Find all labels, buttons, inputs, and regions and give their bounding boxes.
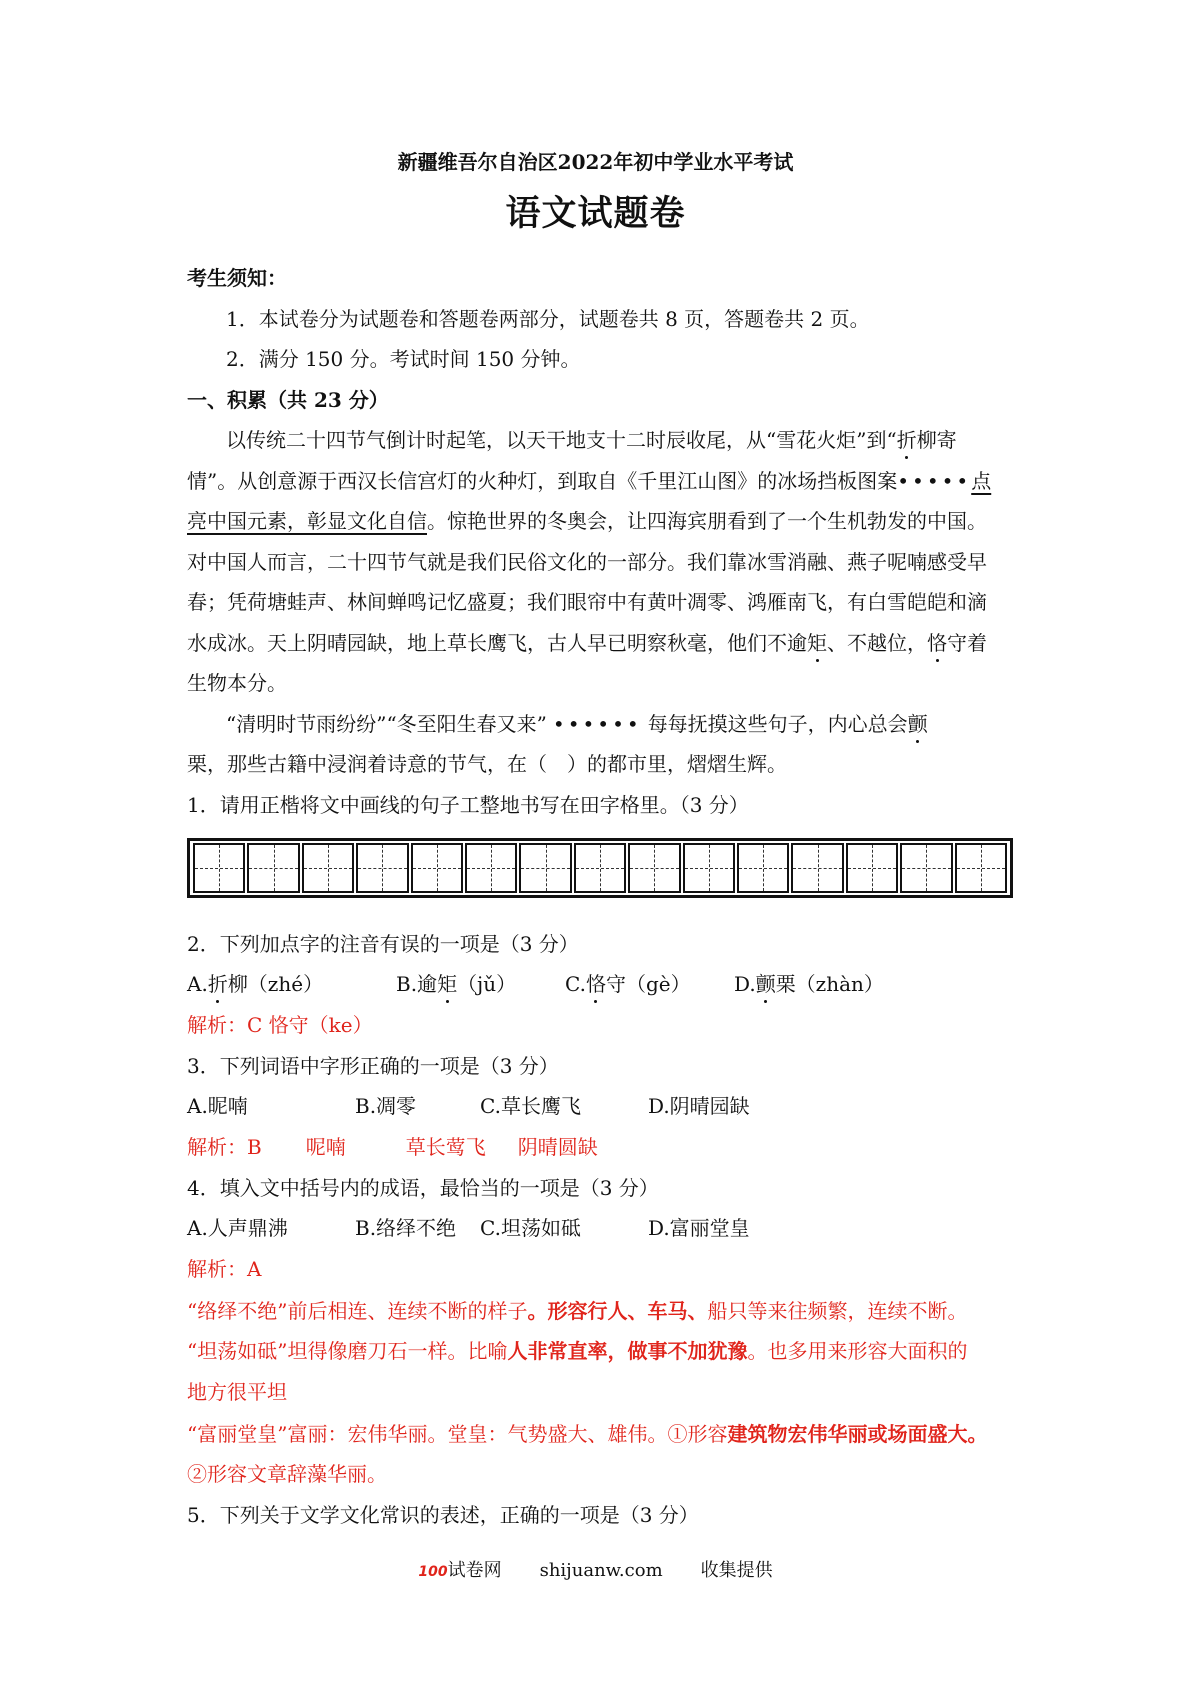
option-b: B.凋零 bbox=[355, 1094, 417, 1118]
option-a: A.人声鼎沸 bbox=[187, 1216, 288, 1240]
option-d: D.阴晴园缺 bbox=[648, 1094, 750, 1118]
grid-cell bbox=[846, 843, 898, 893]
answer-word: 呢喃 bbox=[305, 1135, 346, 1159]
option-c bbox=[565, 968, 691, 997]
explanation-line: ②形容文章辞藻华丽。 bbox=[187, 1462, 387, 1486]
underlined-text: 亮中国元素，彰显文化自信 bbox=[187, 509, 427, 533]
option-c: C.坦荡如砥 bbox=[480, 1216, 581, 1240]
grid-cell bbox=[193, 843, 245, 893]
answer-label: 解析：B bbox=[187, 1135, 262, 1159]
dotted-char: 矩 bbox=[807, 631, 827, 655]
notice-item-2: 2．满分 150 分。考试时间 150 分钟。 bbox=[226, 347, 581, 371]
option-label: C. bbox=[565, 972, 586, 996]
answer-2: 解析：C 恪守（ke） bbox=[187, 1013, 373, 1037]
option-b bbox=[396, 968, 516, 997]
dotted-char: 恪 bbox=[585, 972, 606, 996]
passage-line: 对中国人而言，二十四节气就是我们民俗文化的一部分。我们靠冰雪消融、燕子呢喃感受早 bbox=[187, 550, 987, 574]
notice-heading: 考生须知： bbox=[187, 266, 287, 290]
answer-word: 阴晴圆缺 bbox=[517, 1135, 598, 1159]
passage-line bbox=[187, 465, 991, 494]
grid-cell bbox=[955, 843, 1007, 893]
passage-text: 。惊艳世界的冬奥会，让四海宾朋看到了一个生机勃发的中国。 bbox=[427, 509, 987, 533]
grid-cell bbox=[519, 843, 571, 893]
dotted-char: 颤 bbox=[755, 972, 776, 996]
exam-title: 新疆维吾尔自治区2022年初中学业水平考试 bbox=[397, 150, 794, 174]
grid-cell bbox=[628, 843, 680, 893]
passage-text: 水成冰。天上阴晴园缺，地上草长鹰飞，古人早已明察秋毫，他们不逾 bbox=[187, 631, 807, 655]
explanation-line: 地方很平坦 bbox=[187, 1380, 287, 1404]
tianzige-grid bbox=[187, 838, 1013, 898]
grid-cell bbox=[247, 843, 299, 893]
passage-line bbox=[187, 505, 987, 534]
footer bbox=[0, 1556, 1191, 1582]
dotted-char: 恪 bbox=[927, 631, 947, 655]
answer-4: 解析：A bbox=[187, 1257, 262, 1281]
grid-cell bbox=[900, 843, 952, 893]
option-text: 守（gè） bbox=[605, 972, 691, 996]
option-label: D. bbox=[734, 972, 756, 996]
question-5: 5．下列关于文学文化常识的表述，正确的一项是（3 分） bbox=[187, 1503, 699, 1527]
option-text: 柳（zhé） bbox=[227, 972, 324, 996]
grid-cell bbox=[683, 843, 735, 893]
explanation-line bbox=[187, 1418, 987, 1447]
grid-cell bbox=[411, 843, 463, 893]
dotted-char: 颤 bbox=[907, 712, 928, 736]
explanation-text: “络绎不绝”前后相连、连续不断的样子 bbox=[187, 1299, 528, 1323]
passage-line: 栗，那些古籍中浸润着诗意的节气，在（ ）的都市里，熠熠生辉。 bbox=[187, 752, 787, 776]
dotted-char: 折 bbox=[896, 428, 917, 452]
ellipsis-dots: •••••• bbox=[552, 712, 642, 736]
passage-text: 柳寄 bbox=[916, 428, 957, 452]
grid-cell bbox=[574, 843, 626, 893]
explanation-text: 。也多用来形容大面积的 bbox=[747, 1339, 968, 1363]
explanation-line bbox=[187, 1335, 967, 1364]
passage-text: 守着 bbox=[947, 631, 987, 655]
question-4: 4．填入文中括号内的成语，最恰当的一项是（3 分） bbox=[187, 1176, 659, 1200]
passage-line bbox=[187, 627, 987, 656]
passage-line bbox=[226, 424, 957, 453]
question-3: 3．下列词语中字形正确的一项是（3 分） bbox=[187, 1054, 559, 1078]
option-a bbox=[187, 968, 323, 997]
option-b: B.络绎不绝 bbox=[355, 1216, 457, 1240]
passage-line bbox=[226, 708, 928, 737]
notice-item-1: 1．本试卷分为试题卷和答题卷两部分，试题卷共 8 页，答题卷共 2 页。 bbox=[226, 307, 870, 331]
explanation-text: “富丽堂皇”富丽：宏伟华丽。堂皇：气势盛大、雄伟。①形容 bbox=[187, 1422, 728, 1446]
footer-site: shijuanw.com bbox=[539, 1560, 663, 1581]
passage-text: 、不越位， bbox=[827, 631, 927, 655]
passage-text: 每每抚摸这些句子，内心总会 bbox=[647, 712, 908, 736]
option-a: A.昵喃 bbox=[187, 1094, 248, 1118]
option-d: D.富丽堂皇 bbox=[648, 1216, 750, 1240]
question-2: 2．下列加点字的注音有误的一项是（3 分） bbox=[187, 932, 579, 956]
passage-text: “清明时节雨纷纷”“冬至阳生春又来” bbox=[226, 712, 547, 736]
option-label: B.逾 bbox=[396, 972, 438, 996]
question-1: 1．请用正楷将文中画线的句子工整地书写在田字格里。（3 分） bbox=[187, 793, 749, 817]
passage-line: 春；凭荷塘蛙声、林间蝉鸣记忆盛夏；我们眼帘中有黄叶凋零、鸿雁南飞，有白雪皑皑和滴 bbox=[187, 590, 987, 614]
explanation-bold: 。形容行人、车马、 bbox=[527, 1299, 708, 1323]
dotted-char: 矩 bbox=[437, 972, 458, 996]
underlined-text: 点 bbox=[971, 469, 992, 493]
grid-cell bbox=[791, 843, 843, 893]
option-c: C.草长鹰飞 bbox=[480, 1094, 581, 1118]
explanation-text: 船只等来往频繁，连续不断。 bbox=[707, 1299, 968, 1323]
option-label: A. bbox=[187, 972, 208, 996]
ellipsis-dots: ••••• bbox=[897, 469, 972, 493]
footer-brand: 试卷网 bbox=[447, 1560, 502, 1581]
dotted-char: 折 bbox=[207, 972, 228, 996]
grid-cell bbox=[737, 843, 789, 893]
passage-line: 生物本分。 bbox=[187, 671, 287, 695]
explanation-line bbox=[187, 1295, 967, 1324]
explanation-bold: 建筑物宏伟华丽或场面盛大。 bbox=[727, 1422, 988, 1446]
grid-cell bbox=[302, 843, 354, 893]
answer-word: 草长莺飞 bbox=[405, 1135, 486, 1159]
option-text: （jǔ） bbox=[457, 972, 517, 996]
option-d bbox=[734, 968, 884, 997]
grid-cell bbox=[465, 843, 517, 893]
site-logo: 100 bbox=[418, 1564, 448, 1580]
main-title: 语文试题卷 bbox=[505, 193, 686, 234]
section-1-heading: 一、积累（共 23 分） bbox=[187, 388, 389, 412]
footer-note: 收集提供 bbox=[700, 1560, 773, 1581]
explanation-bold: 人非常直率，做事不加犹豫 bbox=[507, 1339, 748, 1363]
passage-text: 以传统二十四节气倒计时起笔，以天干地支十二时辰收尾，从“雪花火炬”到“ bbox=[226, 428, 897, 452]
passage-text: 情”。从创意源于西汉长信宫灯的火种灯，到取自《千里江山图》的冰场挡板图案 bbox=[187, 469, 898, 493]
grid-cell bbox=[356, 843, 408, 893]
answer-3 bbox=[187, 1131, 598, 1160]
explanation-text: “坦荡如砥”坦得像磨刀石一样。比喻 bbox=[187, 1339, 508, 1363]
option-text: 栗（zhàn） bbox=[775, 972, 884, 996]
